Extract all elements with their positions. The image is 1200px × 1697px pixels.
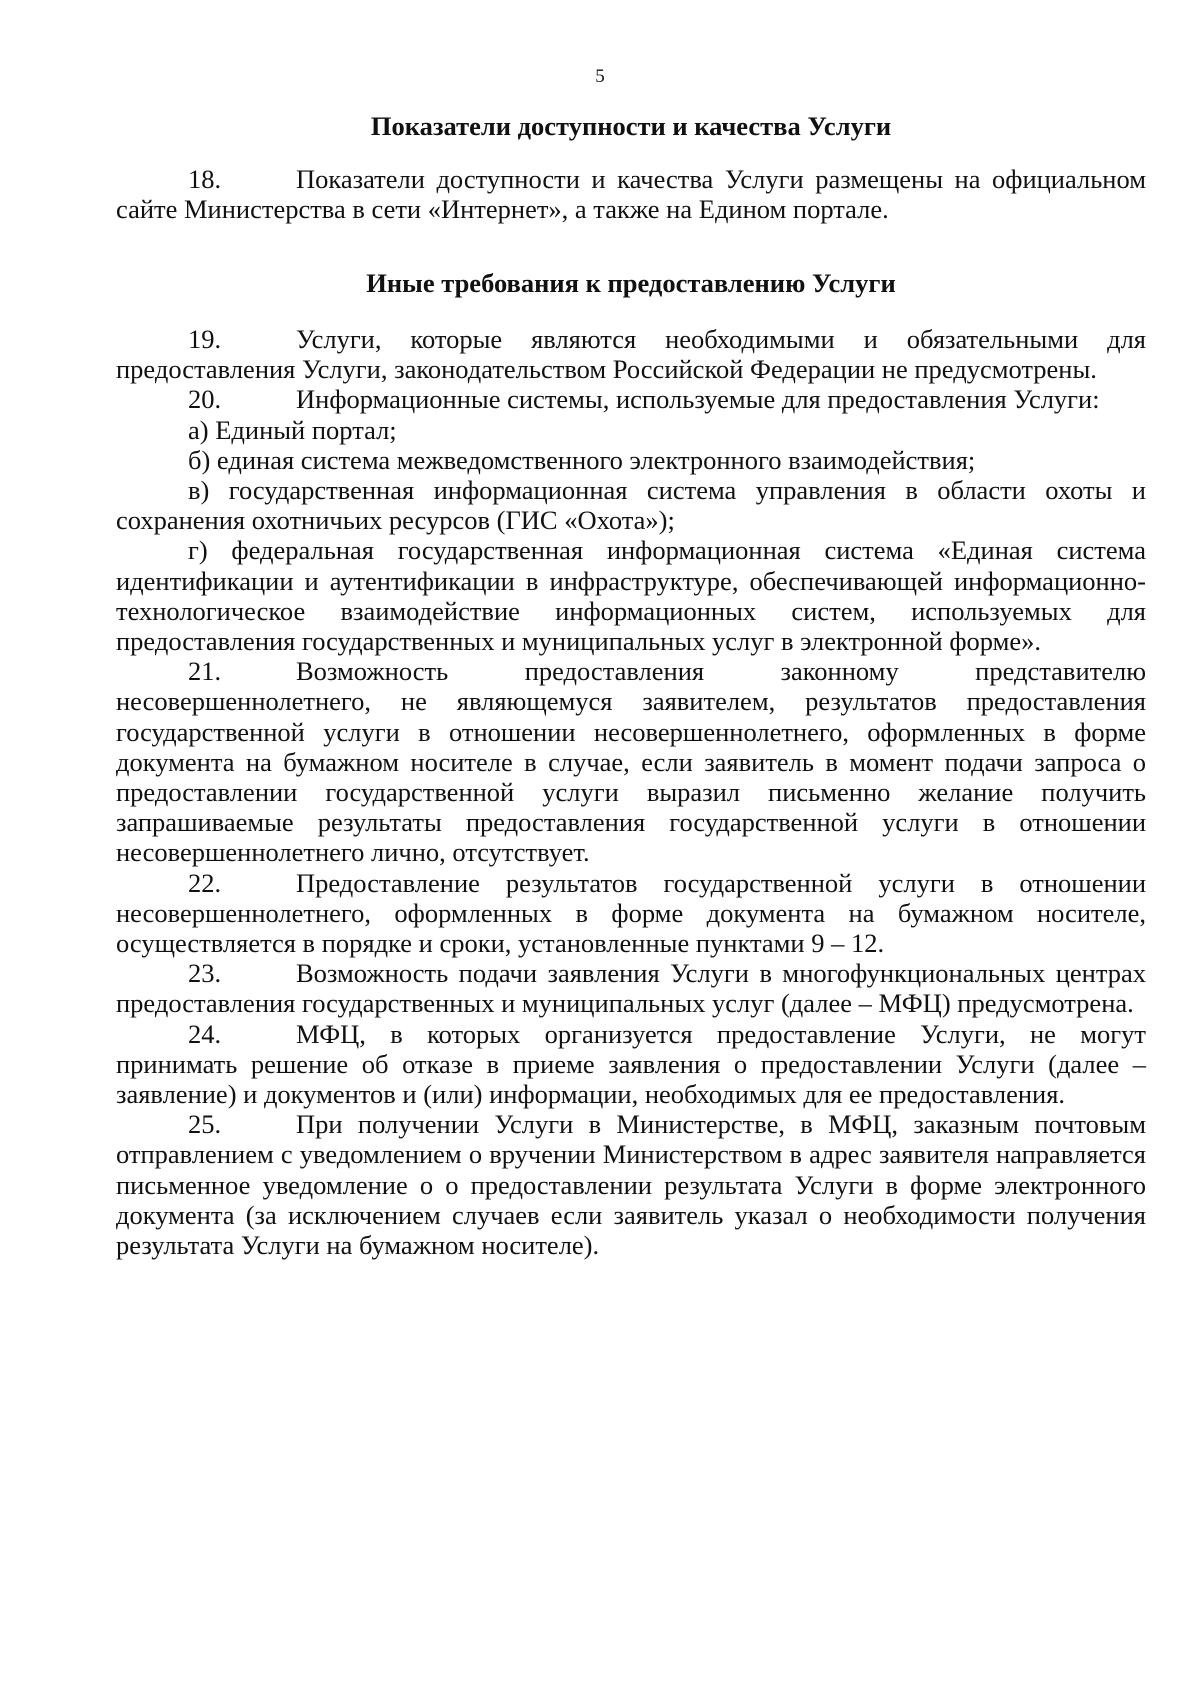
paragraph-number: 19.: [188, 324, 222, 354]
paragraph-19: [116, 324, 1146, 384]
section-heading-availability: Показатели доступности и качества Услуги: [370, 111, 892, 141]
paragraph-text: При получении Услуги в Министерстве, в МФЦ, заказным почтовым отправлением с уведомлением о вручении Министерством в адрес заявителя направляется письменное уведомление о о предоставлении результата Услуги в форме электронного документа (за исключением случаев если заявитель указал о необходимости получения результата Услуги на бумажном носителе).: [116, 1109, 1146, 1261]
paragraph-text: Возможность предоставления законному представителю несовершеннолетнего, не являющемуся заявителем, результатов предоставления государственной услуги в отношении несовершеннолетнего, оформленных в форме документа на бумажном носителе в случае, если заявитель в момент подачи запроса о предоставлении государственной услуги выразил письменно желание получить запрашиваемые результаты предоставления государственной услуги в отношении несовершеннолетнего лично, отсутствует.: [116, 656, 1146, 868]
paragraph-20: [116, 384, 1146, 414]
paragraph-21: [116, 656, 1146, 867]
paragraph-22: [116, 868, 1146, 959]
paragraph-number: 24.: [188, 1018, 222, 1049]
list-item-v: в) государственная информационная система управления в области охоты и сохранения охотничьих ресурсов (ГИС «Охота»);: [116, 475, 1146, 536]
paragraph-text: Возможность подачи заявления Услуги в многофункциональных центрах предоставления государственных и муниципальных услуг (далее – МФЦ) предусмотрена.: [116, 958, 1146, 1019]
section-body-other-requirements: [116, 324, 1146, 1260]
paragraph-number: 20.: [188, 384, 222, 415]
paragraph-23: [116, 958, 1146, 1018]
paragraph-number: 21.: [188, 656, 222, 687]
paragraph-25: [116, 1109, 1146, 1260]
list-item-a: а) Единый портал;: [188, 414, 397, 445]
paragraph-number: 23.: [188, 958, 222, 989]
page-number: 5: [595, 66, 605, 87]
paragraph-text: Предоставление результатов государственной услуги в отношении несовершеннолетнего, оформленных в форме документа на бумажном носителе, осуществляется в порядке и сроки, установленные пунктами 9 – 12.: [116, 867, 1146, 959]
list-item-b: б) единая система межведомственного электронного взаимодействия;: [188, 444, 976, 475]
section-body-availability: [116, 164, 1146, 224]
paragraph-text: Показатели доступности и качества Услуги размещены на официальном сайте Министерства в сети «Интернет», а также на Едином портале.: [116, 164, 1146, 225]
paragraph-24: [116, 1019, 1146, 1110]
paragraph-number: 25.: [188, 1109, 222, 1140]
section-heading-other-requirements: Иные требования к предоставлению Услуги: [366, 268, 896, 298]
paragraph-text: МФЦ, в которых организуется предоставление Услуги, не могут принимать решение об отказе в приеме заявления о предоставлении Услуги (далее – заявление) и документов и (или) информации, необходимых для ее предоставления.: [116, 1018, 1146, 1110]
paragraph-18: [116, 164, 1146, 224]
list-item-g: г) федеральная государственная информационная система «Единая система идентификации и аутентификации в инфраструктуре, обеспечивающей информационно-технологическое взаимодействие информационных систем, используемых для предоставления государственных и муниципальных услуг в электронной форме».: [116, 535, 1146, 657]
paragraph-text: Услуги, которые являются необходимыми и обязательными для предоставления Услуги, законодательством Российской Федерации не предусмотрены.: [116, 324, 1146, 385]
paragraph-text: Информационные системы, используемые для предоставления Услуги:: [296, 384, 1100, 415]
paragraph-number: 18.: [188, 164, 222, 194]
paragraph-number: 22.: [188, 867, 222, 898]
